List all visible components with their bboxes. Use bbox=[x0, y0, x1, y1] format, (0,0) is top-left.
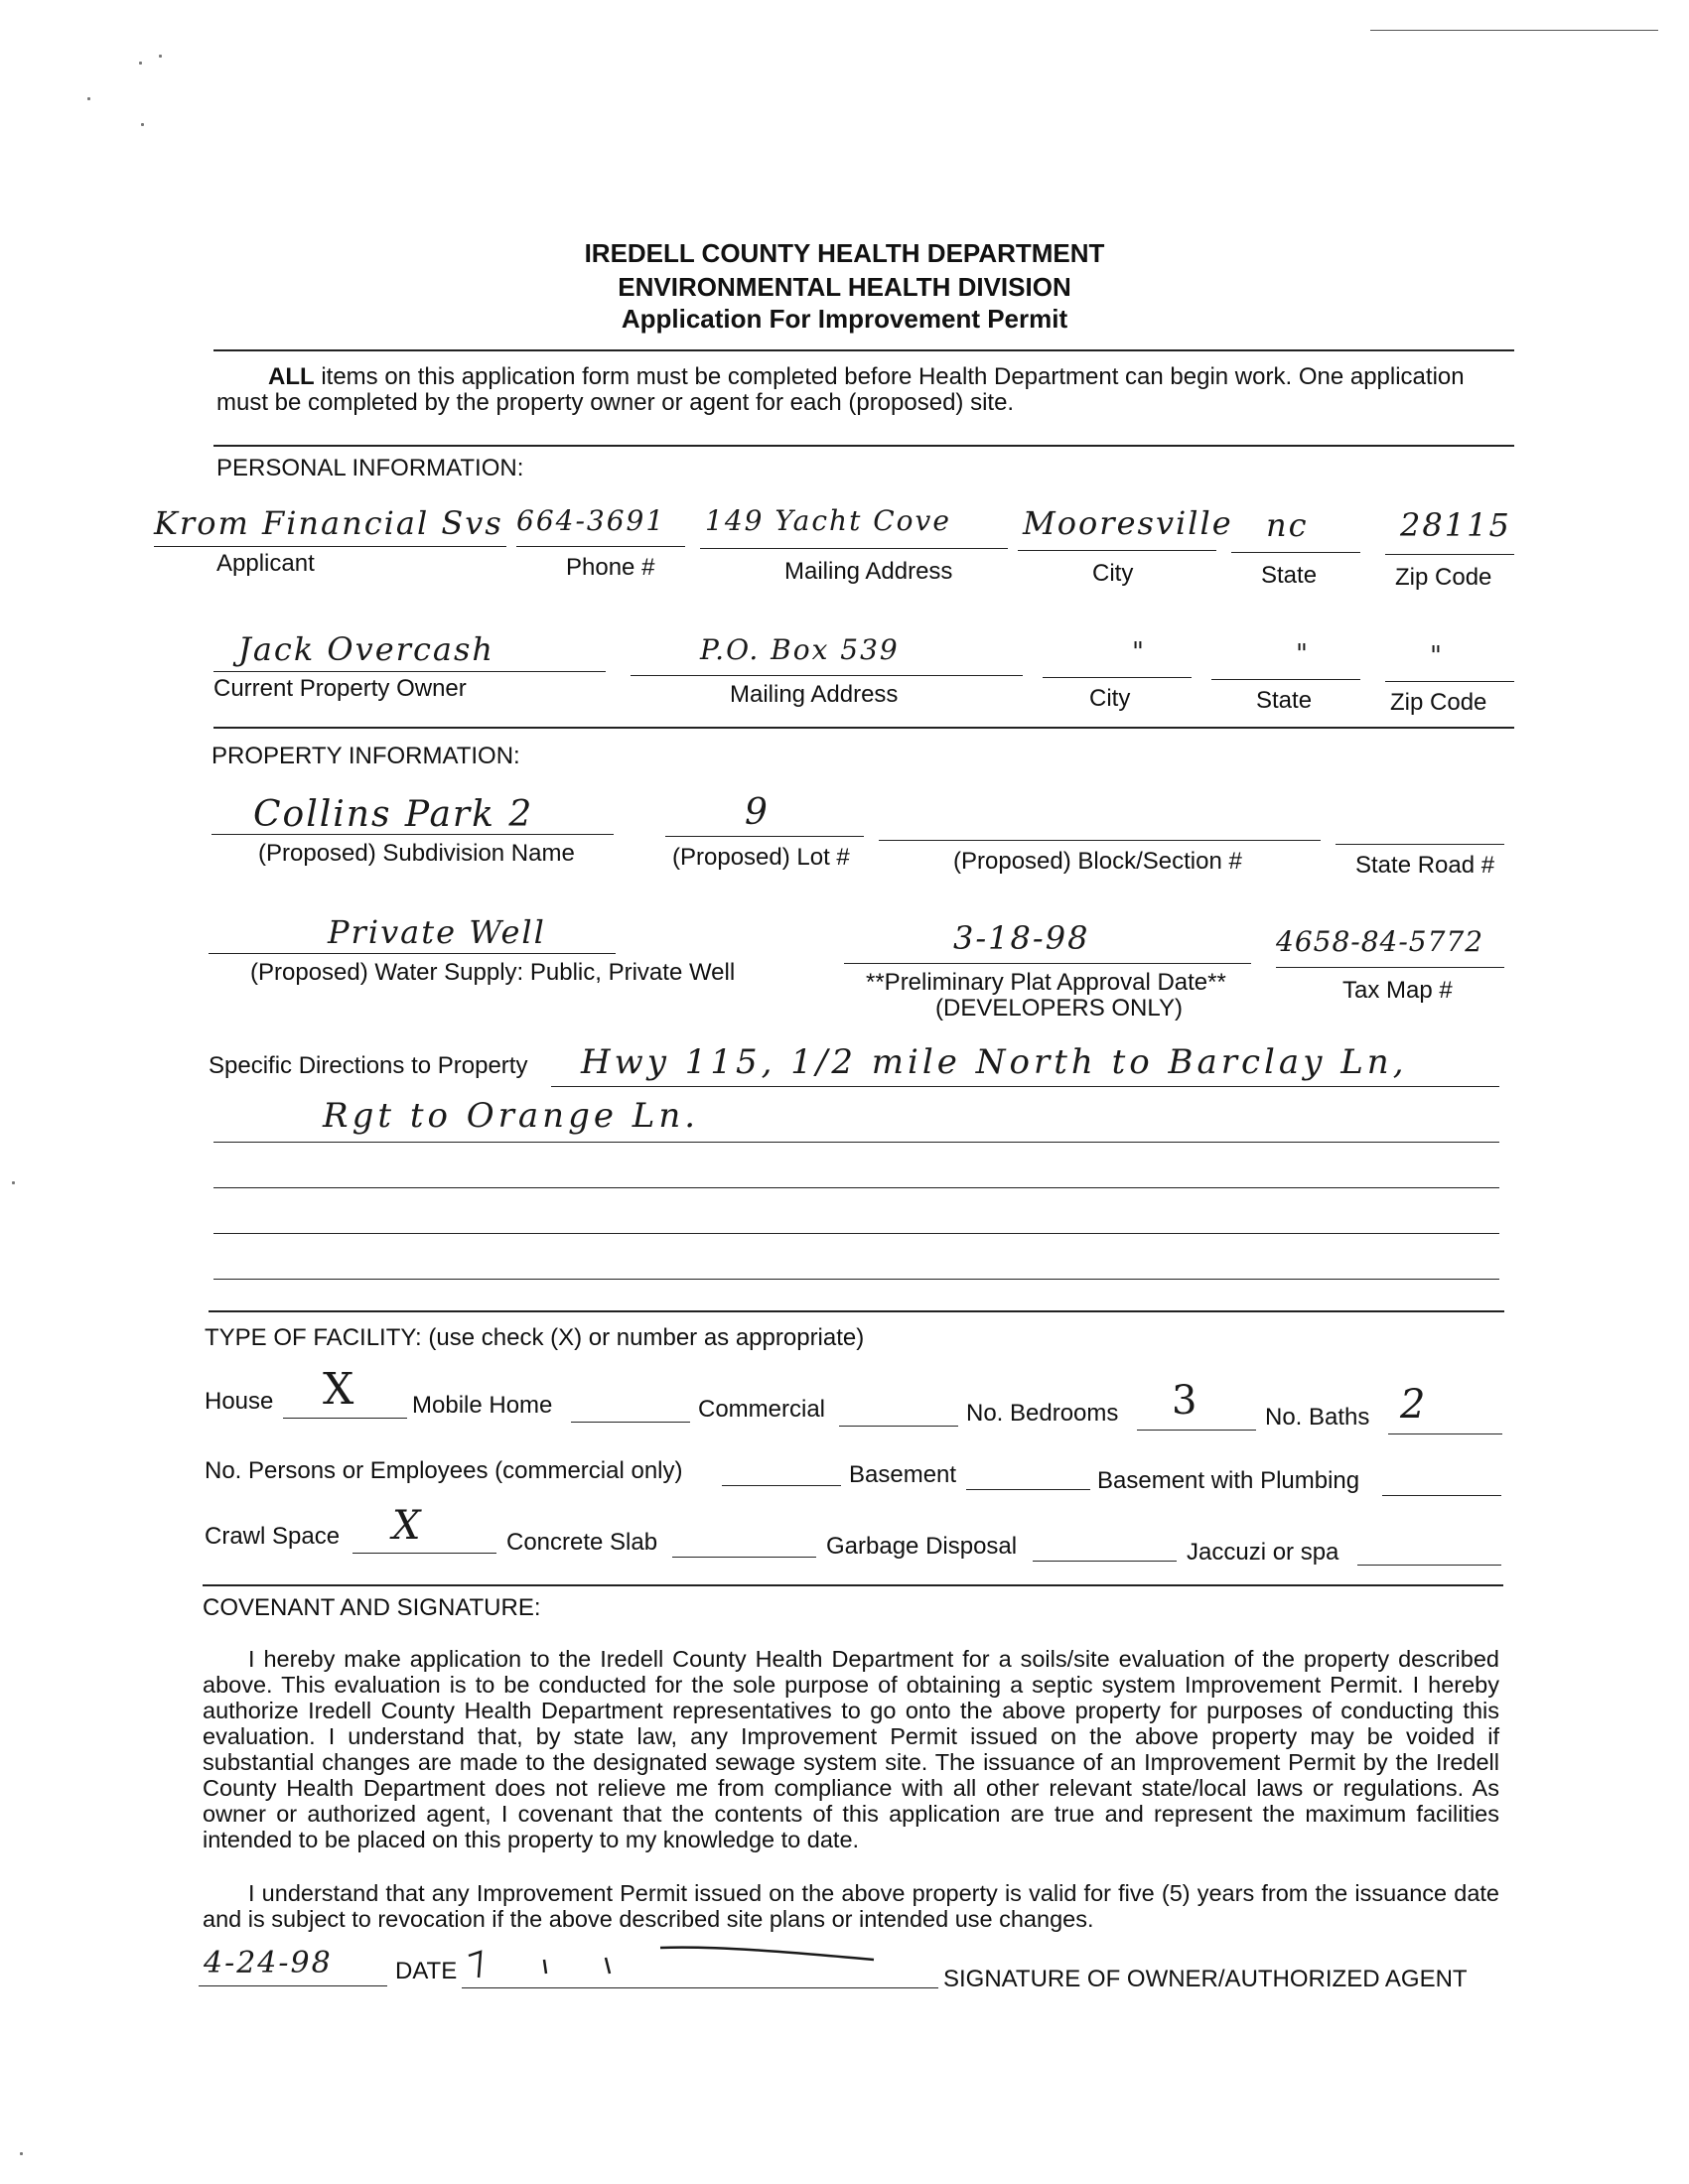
tax-map-line bbox=[1276, 967, 1504, 968]
agency-title: IREDELL COUNTY HEALTH DEPARTMENT bbox=[584, 238, 1105, 268]
scan-speck bbox=[139, 62, 142, 65]
scan-edge-line bbox=[1370, 30, 1658, 31]
plat-date-line bbox=[844, 963, 1251, 964]
basement-label: Basement bbox=[849, 1461, 957, 1488]
date-label: DATE bbox=[395, 1958, 458, 1984]
water-supply-value[interactable]: Private Well bbox=[328, 913, 546, 951]
block-section-label: (Proposed) Block/Section # bbox=[953, 848, 1242, 875]
directions-line2 bbox=[213, 1142, 1499, 1143]
house-label: House bbox=[205, 1388, 274, 1415]
directions-line1 bbox=[551, 1086, 1499, 1087]
property-info-heading: PROPERTY INFORMATION: bbox=[211, 743, 520, 769]
owner-mailing-address-label: Mailing Address bbox=[730, 681, 899, 708]
plat-approval-label: **Preliminary Plat Approval Date** bbox=[866, 969, 1226, 996]
date-value[interactable]: 4-24-98 bbox=[204, 1946, 333, 1980]
bedrooms-value[interactable]: 3 bbox=[1172, 1378, 1199, 1424]
header-rule bbox=[213, 349, 1514, 351]
instructions-line2: must be completed by the property owner or agent for each (proposed) site. bbox=[216, 389, 1015, 416]
subdivision-line bbox=[211, 834, 614, 835]
directions-line3 bbox=[213, 1187, 1499, 1188]
property-rule bbox=[209, 1310, 1504, 1312]
baths-line bbox=[1388, 1433, 1502, 1434]
signature-mark[interactable] bbox=[457, 1938, 953, 1997]
basement-plumbing-label: Basement with Plumbing bbox=[1097, 1467, 1360, 1494]
jacuzzi-line bbox=[1357, 1565, 1501, 1566]
scan-speck bbox=[141, 123, 144, 126]
directions-line5 bbox=[213, 1279, 1499, 1280]
commercial-label: Commercial bbox=[698, 1396, 826, 1423]
block-line bbox=[879, 840, 1321, 841]
applicant-city-line bbox=[1018, 550, 1216, 551]
applicant-zip-value[interactable]: 28115 bbox=[1400, 506, 1511, 544]
crawl-space-label: Crawl Space bbox=[205, 1523, 341, 1550]
facility-rule bbox=[203, 1584, 1503, 1586]
scan-speck bbox=[159, 55, 162, 58]
developers-only-label: (DEVELOPERS ONLY) bbox=[935, 995, 1183, 1022]
water-supply-line bbox=[209, 953, 616, 954]
applicant-label: Applicant bbox=[216, 550, 315, 577]
basement-line bbox=[966, 1489, 1090, 1490]
facility-heading-note: (use check (X) or number as appropriate) bbox=[428, 1324, 865, 1351]
applicant-city-value[interactable]: Mooresville bbox=[1023, 504, 1233, 542]
mobile-home-line bbox=[571, 1422, 690, 1423]
owner-line bbox=[213, 671, 606, 672]
city-label: City bbox=[1092, 560, 1134, 587]
subdivision-value[interactable]: Collins Park 2 bbox=[253, 794, 534, 835]
house-value[interactable]: X bbox=[323, 1364, 356, 1415]
crawl-space-line bbox=[352, 1553, 496, 1554]
road-line bbox=[1336, 844, 1504, 845]
owner-zip-line bbox=[1385, 681, 1514, 682]
applicant-phone-line bbox=[516, 546, 685, 547]
signature-label: SIGNATURE OF OWNER/AUTHORIZED AGENT bbox=[943, 1966, 1468, 1992]
owner-city-value[interactable]: " bbox=[1132, 637, 1146, 667]
baths-value[interactable]: 2 bbox=[1400, 1382, 1428, 1428]
lot-value[interactable]: 9 bbox=[745, 792, 770, 833]
water-supply-label: (Proposed) Water Supply: Public, Private Well bbox=[250, 959, 736, 986]
applicant-zip-line bbox=[1385, 554, 1514, 555]
validity-paragraph: I understand that any Improvement Permit issued on the above property is valid for five (5) years from the issuance date and is subject to revocation if the above described site plans or intended use changes. bbox=[203, 1880, 1499, 1932]
subdivision-label: (Proposed) Subdivision Name bbox=[258, 840, 575, 867]
applicant-state-line bbox=[1231, 552, 1360, 553]
division-title: ENVIRONMENTAL HEALTH DIVISION bbox=[618, 272, 1071, 302]
zip-code-label: Zip Code bbox=[1395, 564, 1492, 591]
owner-address-value[interactable]: P.O. Box 539 bbox=[700, 633, 900, 666]
plat-date-value[interactable]: 3-18-98 bbox=[953, 919, 1090, 957]
instructions-line1 bbox=[268, 363, 1465, 391]
owner-state-line bbox=[1211, 679, 1360, 680]
commercial-line bbox=[839, 1426, 958, 1427]
instructions-rule bbox=[213, 445, 1514, 447]
date-line bbox=[199, 1985, 387, 1986]
owner-city-label: City bbox=[1089, 685, 1131, 712]
covenant-paragraph: I hereby make application to the Iredell County Health Department for a soils/site evaluation of the property described above. This evaluation is to be conducted for the sole purpose of obtaining a septic system Improvement Permit. I hereby authorize Iredell County Health Department representatives to go onto the above property for purposes of conducting this evaluation. I understand that, by state law, any Improvement Permit issued on the above property may be voided if substantial changes are made to the designated sewage system site. The issuance of an Improvement Permit by the Iredell County Health Department does not relieve me from compliance with all other relevant state/local laws or regulations. As owner or authorized agent, I covenant that the contents of this application are true and represent the maximum facilities intended to be placed on this property to my knowledge to date. bbox=[203, 1646, 1499, 1852]
current-owner-label: Current Property Owner bbox=[213, 675, 467, 702]
bedrooms-label: No. Bedrooms bbox=[966, 1400, 1119, 1427]
tax-map-label: Tax Map # bbox=[1342, 977, 1453, 1004]
instructions-bold: ALL bbox=[268, 363, 315, 390]
directions-label: Specific Directions to Property bbox=[209, 1052, 528, 1079]
scan-speck bbox=[12, 1181, 15, 1184]
form-title: Application For Improvement Permit bbox=[621, 304, 1068, 334]
jacuzzi-label: Jaccuzi or spa bbox=[1187, 1539, 1339, 1566]
lot-label: (Proposed) Lot # bbox=[672, 844, 850, 871]
house-line bbox=[283, 1418, 407, 1419]
owner-zip-value[interactable]: " bbox=[1430, 641, 1444, 671]
owner-zip-label: Zip Code bbox=[1390, 689, 1487, 716]
applicant-phone-value[interactable]: 664-3691 bbox=[516, 504, 666, 537]
applicant-value[interactable]: Krom Financial Svs bbox=[154, 504, 503, 542]
owner-state-label: State bbox=[1256, 687, 1313, 714]
crawl-space-value[interactable]: X bbox=[392, 1503, 423, 1549]
garbage-disposal-line bbox=[1033, 1561, 1177, 1562]
facility-heading bbox=[205, 1324, 864, 1352]
persons-line bbox=[722, 1485, 841, 1486]
phone-label: Phone # bbox=[566, 554, 655, 581]
mobile-home-label: Mobile Home bbox=[412, 1392, 553, 1419]
scan-speck bbox=[20, 2152, 23, 2155]
applicant-line bbox=[154, 546, 506, 547]
basement-plumbing-line bbox=[1382, 1495, 1501, 1496]
directions-line2-value[interactable]: Rgt to Orange Ln. bbox=[323, 1096, 700, 1136]
persons-label: No. Persons or Employees (commercial only) bbox=[205, 1457, 683, 1484]
owner-city-line bbox=[1043, 677, 1192, 678]
facility-heading-label: TYPE OF FACILITY: bbox=[205, 1324, 422, 1351]
state-road-label: State Road # bbox=[1355, 852, 1495, 879]
covenant-heading: COVENANT AND SIGNATURE: bbox=[203, 1594, 541, 1621]
signature-line bbox=[462, 1987, 938, 1988]
concrete-slab-label: Concrete Slab bbox=[506, 1529, 658, 1556]
concrete-slab-line bbox=[672, 1557, 816, 1558]
tax-map-value[interactable]: 4658-84-5772 bbox=[1276, 925, 1484, 958]
owner-address-line bbox=[631, 675, 1023, 676]
applicant-address-value[interactable]: 149 Yacht Cove bbox=[705, 504, 951, 537]
garbage-disposal-label: Garbage Disposal bbox=[826, 1533, 1018, 1560]
owner-state-value[interactable]: " bbox=[1296, 639, 1310, 669]
owner-value[interactable]: Jack Overcash bbox=[238, 630, 494, 668]
scan-speck bbox=[87, 97, 90, 100]
directions-line4 bbox=[213, 1233, 1499, 1234]
personal-rule bbox=[213, 727, 1514, 729]
instructions-text: items on this application form must be completed before Health Department can begin work. One application bbox=[314, 363, 1465, 390]
state-label: State bbox=[1261, 562, 1318, 589]
personal-info-heading: PERSONAL INFORMATION: bbox=[216, 455, 524, 481]
directions-line1-value[interactable]: Hwy 115, 1/2 mile North to Barclay Ln, bbox=[581, 1042, 1408, 1082]
lot-line bbox=[665, 836, 864, 837]
applicant-address-line bbox=[700, 548, 1008, 549]
mailing-address-label: Mailing Address bbox=[784, 558, 953, 585]
baths-label: No. Baths bbox=[1265, 1404, 1370, 1431]
applicant-state-value[interactable]: nc bbox=[1266, 506, 1309, 544]
bedrooms-line bbox=[1137, 1430, 1256, 1431]
